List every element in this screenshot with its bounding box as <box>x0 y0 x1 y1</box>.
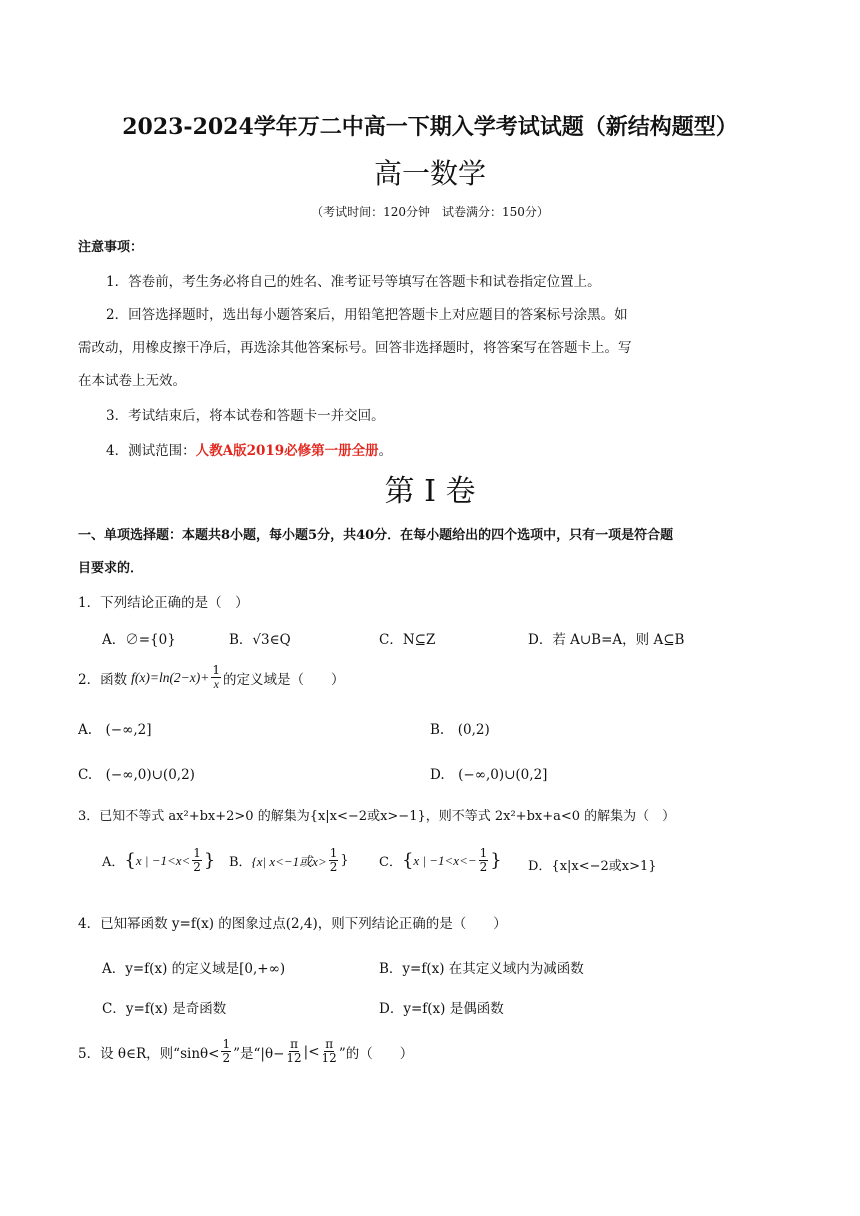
q4-option-c: C．y=f(x) 是奇函数 <box>102 1001 227 1017</box>
q3-b-fraction <box>329 847 339 874</box>
notice-item-4-suffix: 。 <box>378 443 393 459</box>
notice-item-1: 1．答卷前，考生务必将自己的姓名、准考证号等填写在答题卡和试卷指定位置上。 <box>106 274 601 290</box>
q2-option-d: D. (−∞,0)∪(0,2] <box>430 767 548 783</box>
q3-c-brace-close: } <box>490 850 502 871</box>
q3-option-a-label: A． <box>102 855 125 870</box>
q2-function: f(x)=ln(2−x)+ <box>131 669 210 685</box>
q5-num-1: 1 <box>222 1037 231 1051</box>
q2-option-a: A. (−∞,2] <box>78 722 152 738</box>
q5-fraction-2 <box>286 1038 301 1065</box>
q3-option-c-label: C． <box>379 855 402 870</box>
q3-c-brace-open: { <box>401 850 414 871</box>
q3-a-num: 1 <box>193 846 201 860</box>
q3-b-num: 1 <box>329 846 338 860</box>
q1-option-b: B．√3∈Q <box>229 632 291 648</box>
q3-c-fraction <box>479 847 489 874</box>
q2-stem-post: 的定义域是（ ） <box>223 671 345 688</box>
q3-a-fraction <box>192 847 202 874</box>
q3-option-c <box>379 847 502 874</box>
q5-stem <box>78 1038 413 1065</box>
q2-fraction-num: 1 <box>212 663 221 677</box>
notice-item-2-line3: 在本试卷上无效。 <box>78 373 186 389</box>
q3-c-num: 1 <box>479 846 488 860</box>
q2-option-b: B. (0,2) <box>430 722 490 738</box>
q5-num-2: π <box>290 1037 298 1051</box>
q5-stem-mid2: |< <box>303 1043 320 1060</box>
q5-stem-pre: 5．设 θ∈R，则“sinθ< <box>78 1045 220 1062</box>
q3-a-set: x | −1<x< <box>135 852 191 868</box>
q3-b-close: } <box>340 853 349 868</box>
section-1-line2: 目要求的． <box>78 561 144 576</box>
q5-stem-mid: ”是“|θ− <box>233 1045 285 1062</box>
q5-stem-post: ”的（ ） <box>338 1045 414 1062</box>
q4-option-d: D．y=f(x) 是偶函数 <box>379 1001 504 1017</box>
q1-option-d: D．若 A∪B=A，则 A⊆B <box>528 632 685 648</box>
q4-option-b: B．y=f(x) 在其定义域内为减函数 <box>379 961 584 977</box>
q2-fraction <box>211 664 221 691</box>
q3-b-set: {x| x<−1或x> <box>251 854 327 869</box>
q5-fraction-1 <box>221 1038 231 1065</box>
q3-b-den: 2 <box>329 860 338 874</box>
exam-meta: （考试时间：120分钟 试卷满分：150分） <box>311 205 549 219</box>
q1-option-a: A．∅={0} <box>102 632 176 648</box>
notice-item-4-prefix: 4．测试范围： <box>106 443 196 459</box>
q3-a-brace-close: } <box>203 850 216 871</box>
q5-den-2: 12 <box>286 1051 302 1065</box>
notice-item-4 <box>106 439 392 459</box>
q3-a-den: 2 <box>193 860 201 874</box>
q3-option-b-label: B． <box>229 855 252 870</box>
q3-c-den: 2 <box>479 860 488 874</box>
section-1-line1: 一、单项选择题：本题共8小题，每小题5分，共40分．在每小题给出的四个选项中，只有一项是符合题 <box>78 528 674 543</box>
q1-stem: 1．下列结论正确的是（ ） <box>78 595 249 611</box>
exam-title: 2023-2024学年万二中高一下期入学考试试题（新结构题型） <box>122 114 738 140</box>
q3-stem: 3．已知不等式 ax²+bx+2>0 的解集为{x|x<−2或x>−1}，则不等式 2x²+bx+a<0 的解集为（ ） <box>78 809 676 824</box>
notice-item-2-line2: 需改动，用橡皮擦干净后，再选涂其他答案标号。回答非选择题时，将答案写在答题卡上。写 <box>78 340 632 356</box>
q4-stem: 4．已知幂函数 y=f(x) 的图象过点(2,4)，则下列结论正确的是（ ） <box>78 916 507 932</box>
q2-stem-pre: 2．函数 <box>78 671 128 688</box>
q5-den-1: 2 <box>222 1051 231 1065</box>
notice-label: 注意事项： <box>78 240 144 255</box>
test-range: 人教A版2019必修第一册全册 <box>195 443 379 459</box>
volume-heading: 第 I 卷 <box>384 474 476 509</box>
q3-c-set: x | −1<x<− <box>413 852 477 868</box>
subject-title: 高一数学 <box>373 157 486 190</box>
q5-num-3: π <box>325 1037 334 1051</box>
q5-fraction-3 <box>322 1038 337 1065</box>
q3-a-brace-open: { <box>124 850 136 871</box>
q2-stem <box>78 664 345 691</box>
notice-item-2-line1: 2．回答选择题时，选出每小题答案后，用铅笔把答题卡上对应题目的答案标号涂黑。如 <box>106 307 628 323</box>
q3-option-b <box>229 847 349 874</box>
q4-option-a: A．y=f(x) 的定义域是[0,+∞) <box>102 961 286 977</box>
q1-option-c: C．N⊆Z <box>379 632 436 648</box>
q2-option-c: C. (−∞,0)∪(0,2) <box>78 767 195 783</box>
q5-den-3: 12 <box>321 1051 337 1065</box>
q3-option-a <box>102 847 215 874</box>
q2-fraction-den: x <box>213 677 219 691</box>
notice-item-3: 3．考试结束后，将本试卷和答题卡一并交回。 <box>106 408 385 424</box>
q3-option-d: D．{x|x<−2或x>1} <box>528 859 657 874</box>
